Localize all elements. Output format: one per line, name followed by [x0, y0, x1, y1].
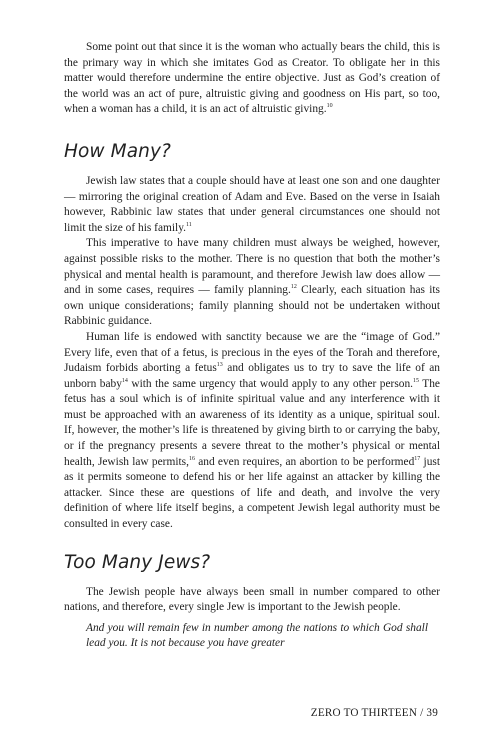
paragraph-text: just as it permits someone to defend his or her life against an attacker by killing the attacker. Since these are questions of life and death, and involve the very definition of where life itself begins, a competent Jewish legal authority must be consulted in every case. — [64, 455, 440, 531]
paragraph-jewish-law — [64, 174, 440, 236]
paragraph-text: Clearly, each situation has its own unique considerations; family planning should not be undertaken without Rabbinic guidance. — [64, 284, 440, 328]
page-body — [64, 40, 440, 652]
paragraph-text: Jewish law states that a couple should have at least one son and one daughter — mirroring the original creation of Adam and Eve. Based on the verse in Isaiah however, Rabbinic law states that under general circumstances one should not limit the size of his family. — [64, 174, 440, 234]
paragraph-text: The fetus has a soul which is of infinite spiritual value and any interference with it must be approached with an awareness of its identity as a unique, spiritual soul. If, however, the mother’s life is threatened by giving birth to or carrying the baby, or if the pregnancy presents a severe threat to the mother’s physical or mental health, Jewish law permits, — [64, 377, 440, 468]
footnote-marker: 14 — [121, 377, 128, 384]
paragraph-text: and even requires, an abortion to be performed — [194, 455, 415, 468]
footnote-marker: 13 — [216, 362, 223, 369]
paragraph-text: Some point out that since it is the woman who actually bears the child, this is the primary way in which she imitates God as Creator. To obligate her in this matter would therefore undermine the entire objective. Just as God’s creation of the world was an act of pure, altruistic giving and goodness on His part, so too, when a woman has a child, it is an act of altruistic giving. — [64, 41, 440, 116]
paragraph-sanctity-of-life — [64, 330, 440, 533]
paragraph-family-planning — [64, 236, 440, 330]
section-heading-how-many: How Many? — [64, 140, 171, 162]
footnote-marker: 15 — [413, 377, 419, 384]
paragraph-text: This imperative to have many children must always be weighed, however, against possible risks to the mother. There is no question that both the mother’s physical and mental health is paramount, and therefore Jewish law does allow — and in some cases, requires — family planning. — [64, 237, 440, 297]
paragraph-creator — [64, 40, 440, 118]
quote-text: And you will remain few in number among the nations to which God shall lead you. It is not because you have greater — [86, 621, 428, 650]
footnote-marker: 11 — [186, 221, 192, 228]
paragraph-text: with the same urgency that would apply to any other person. — [127, 377, 413, 390]
paragraph-small-in-number — [64, 585, 440, 616]
paragraph-text: The Jewish people have always been small in number compared to other nations, and therefore, every single Jew is important to the Jewish people. — [64, 585, 440, 614]
paragraph-text: and obligates us to try to save the life of an unborn baby — [64, 362, 440, 390]
footnote-marker: 10 — [326, 103, 333, 110]
footnote-marker: 17 — [414, 455, 421, 462]
section-heading-too-many-jews: Too Many Jews? — [64, 551, 211, 573]
footnote-marker: 16 — [188, 455, 195, 462]
paragraph-text: Human life is endowed with sanctity because we are the “image of God.” Every life, even that of a fetus, is precious in the eyes of the Torah and therefore, Judaism forbids aborting a fetus — [64, 330, 440, 375]
footnote-marker: 12 — [290, 284, 297, 291]
running-footer: ZERO TO THIRTEEN / 39 — [310, 707, 438, 719]
block-quote — [64, 621, 440, 652]
